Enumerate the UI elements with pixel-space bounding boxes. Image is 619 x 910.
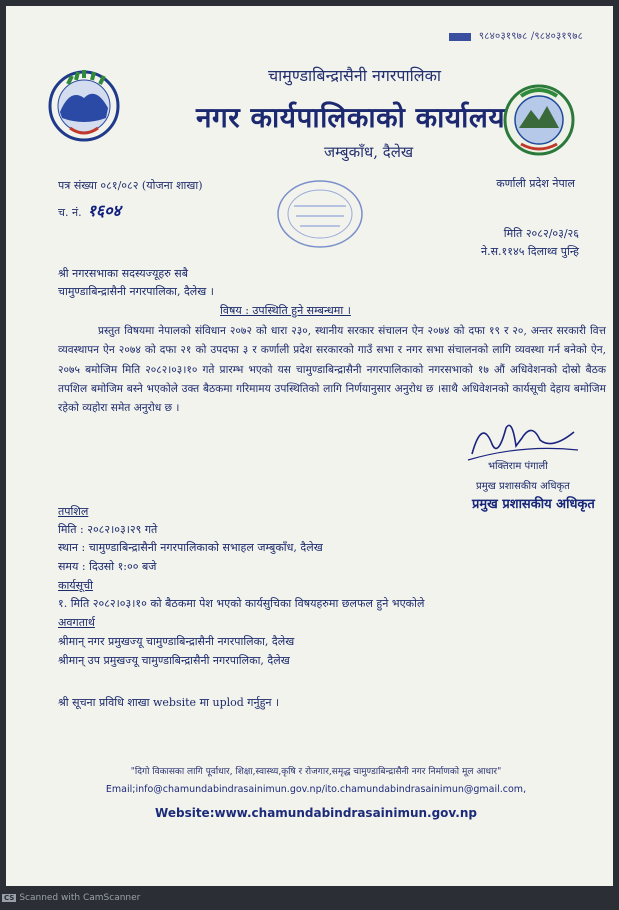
letter-date: मिति २०८२/०३/२६ — [503, 227, 579, 240]
nepal-emblem-icon — [46, 68, 122, 144]
scanner-watermark — [2, 893, 140, 903]
dispatch-label: च. नं. — [58, 206, 82, 219]
cc-line-2: श्रीमान् उप प्रमुखज्यू चामुण्डाबिन्द्रासैनी नगरपालिका, दैलेख — [58, 654, 290, 667]
it-section-notice: श्री सूचना प्रविधि शाखा website मा uplod गर्नुहुन । — [58, 696, 280, 709]
footer-motto: "दिगो विकासका लागि पूर्वाधार, शिक्षा,स्वास्थ्य,कृषि र रोजगार,समृद्ध चामुण्डाबिन्द्रासैनी नगर निर्माणको मूल आधार" — [130, 767, 502, 777]
cc-line-1: श्रीमान् नगर प्रमुखज्यू चामुण्डाबिन्द्रासैनी नगरपालिका, दैलेख — [58, 635, 295, 648]
footer-email: Email;info@chamundabindrasainimun.gov.np/ito.chamundabindrasainimun@gmail.com, — [105, 784, 527, 795]
letter-body — [58, 322, 606, 418]
phone-line — [449, 28, 583, 42]
letter-page — [6, 6, 613, 886]
municipality-name: चामुण्डाबिन्द्रासैनी नगरपालिका — [268, 66, 442, 85]
meeting-date: मिति : २०८२।०३।२९ गते — [58, 523, 158, 536]
recipient-line-1: श्री नगरसभाका सदस्यज्यूहरु सबै — [58, 267, 188, 280]
meeting-venue: स्थान : चामुण्डाबिन्द्रासैनी नगरपालिकाको सभाहल जम्बुकाँध, दैलेख — [58, 541, 323, 554]
letter-subject: विषय : उपस्थिति हुने सम्बन्धमा । — [220, 304, 351, 317]
footer-website: Website:www.chamundabindrasainimun.gov.np — [155, 806, 477, 820]
signatory-designation: प्रमुख प्रशासकीय अधिकृत — [476, 481, 570, 492]
nepal-sambat-date: ने.स.११४५ दिलाथ्व पुन्हि — [481, 245, 579, 258]
agenda-item-1: १. मिति २०८२।०३।१० को बैठकमा पेश भएको कार्यसुचिका विषयहरुमा छलफल हुने भएकोले — [58, 597, 425, 610]
phone-icon — [449, 33, 471, 41]
dispatch-number — [58, 199, 121, 221]
reference-number: पत्र संख्या ०८१/०८२ (योजना शाखा) — [58, 179, 203, 192]
meeting-time: समय : दिउसो १:०० बजे — [58, 560, 157, 573]
phone-number: ९८४०३१९७८ /९८४०३१९७८ — [478, 31, 583, 42]
office-location: जम्बुकाँध, दैलेख — [324, 143, 414, 161]
cc-heading: अवगतार्थ — [58, 616, 95, 629]
municipality-logo-icon — [501, 82, 577, 158]
agenda-heading: कार्यसूची — [58, 579, 93, 592]
province-label: कर्णाली प्रदेश नेपाल — [496, 177, 575, 190]
office-title: नगर कार्यपालिकाको कार्यालय — [196, 101, 506, 134]
dispatch-value: १६०४ — [87, 201, 121, 220]
signatory-name: भक्तिराम पंगाली — [488, 461, 548, 472]
designation-stamp: प्रमुख प्रशासकीय अधिकृत — [472, 497, 595, 512]
recipient-line-2: चामुण्डाबिन्द्रासैनी नगरपालिका, दैलेख । — [58, 285, 214, 298]
camscanner-icon: CS — [4, 894, 15, 902]
office-seal-icon — [274, 176, 366, 252]
letter-body-text: प्रस्तुत विषयमा नेपालको संविधान २०७२ को धारा २३०, स्थानीय सरकार संचालन ऐन २०७४ को दफा १९ र २०, अन्तर सरकारी वित्त व्यवस्थापन ऐन २०७४ को दफा २१ को उपदफा ३ र कर्णाली प्रदेश सरकारको गाउँ सभा र नगर सभा संचालनको लागि व्यवस्था गर्न बनेको ऐन, २०७५ बमोजिम मिति २०८२।०३।१० गते प्रारम्भ भएको यस चामुण्डाबिन्द्रासैनी नगरपालिकाको नगरसभाको १७ औं अधिवेशनको दोस्रो बैठक तपशिल बमोजिम बस्ने भएकोले उक्त बैठकमा गरिमामय उपस्थितिको लागि निर्णयानुसार अनुरोध छ ।साथै अधिवेशनको कार्यसूची देहाय बमोजिम रहेको व्यहोरा समेत अनुरोध छ । — [58, 325, 606, 415]
tapsil-heading: तपशिल — [58, 505, 89, 518]
scanner-watermark-text: Scanned with CamScanner — [19, 893, 141, 903]
